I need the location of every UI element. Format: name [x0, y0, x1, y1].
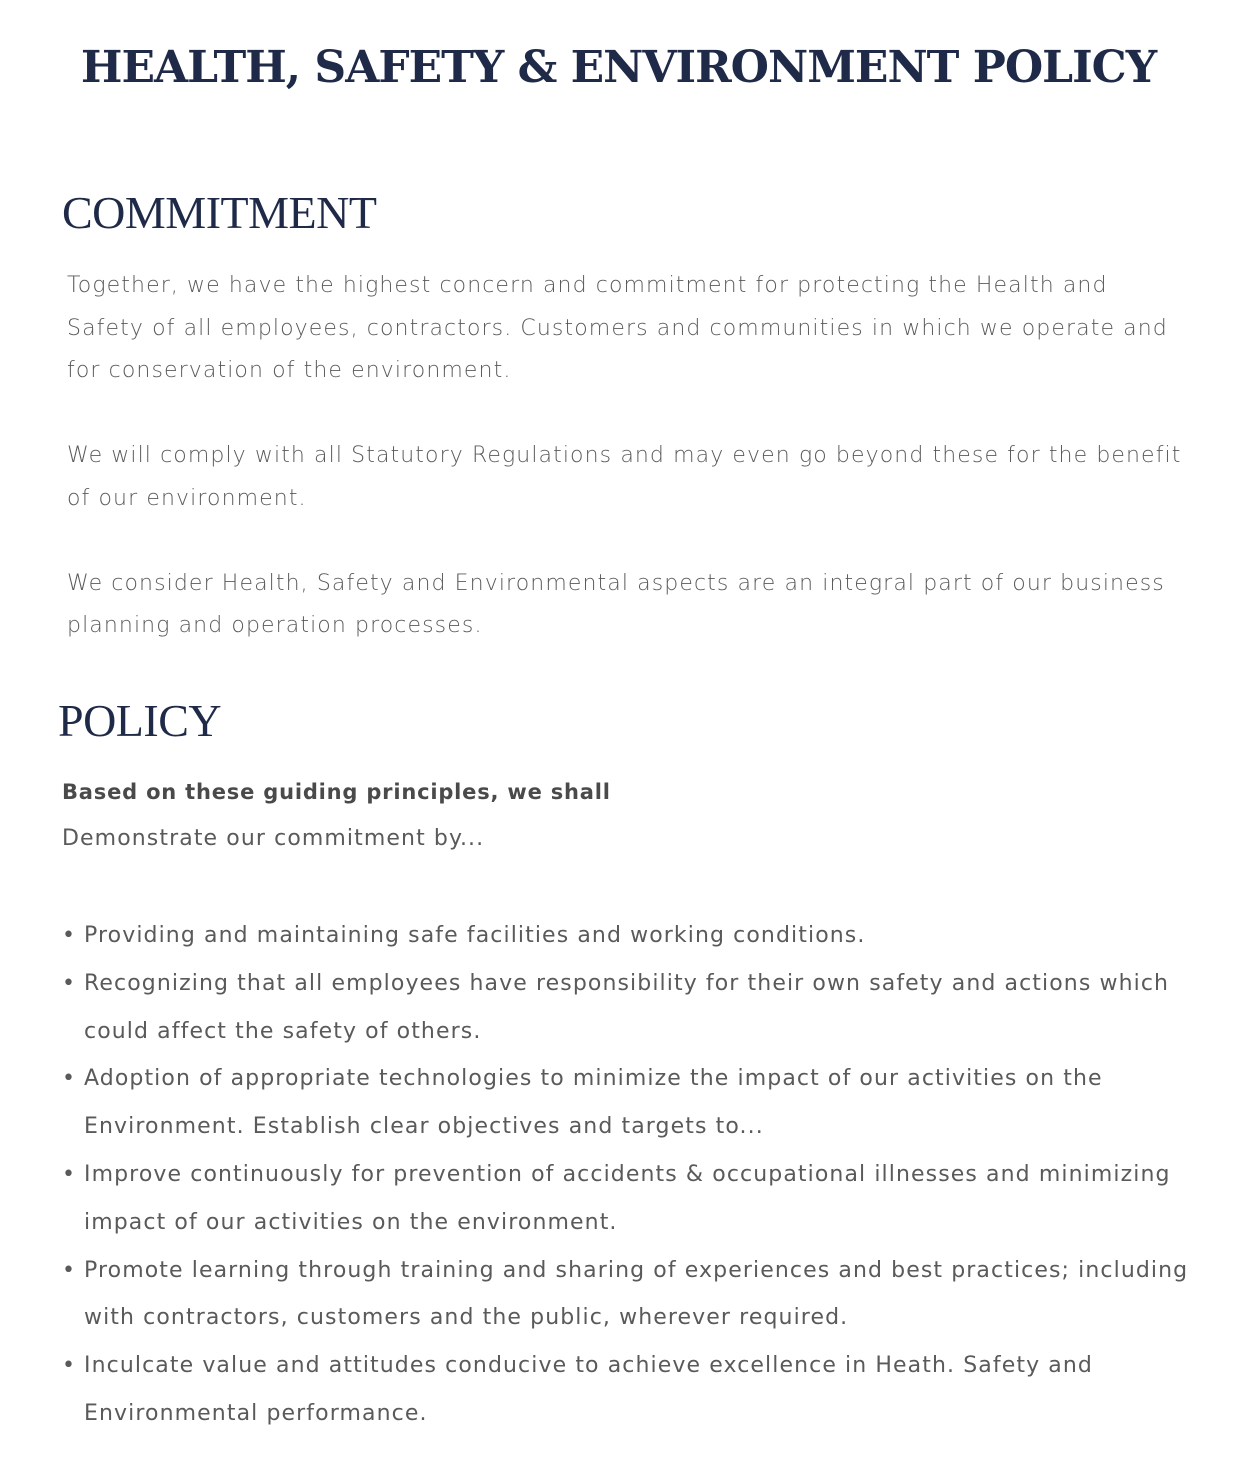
list-item	[62, 1342, 1222, 1438]
list-item	[62, 912, 1222, 960]
bullet-icon: •	[62, 1066, 77, 1092]
bullet-icon: •	[62, 1257, 77, 1283]
policy-heading: POLICY	[58, 695, 222, 746]
list-item	[62, 1151, 1222, 1247]
bullet-icon: •	[62, 970, 77, 996]
list-item-text: Improve continuously for prevention of accidents & occupational illnesses and minimizing impact of our activities on the environment.	[84, 1161, 1171, 1235]
policy-list	[62, 912, 1222, 1438]
bullet-icon: •	[62, 923, 77, 948]
list-item-text: Inculcate value and attitudes conducive to achieve excellence in Heath. Safety and Environmental performance.	[84, 1353, 1093, 1426]
list-item-text: Providing and maintaining safe facilities and working conditions.	[84, 923, 866, 948]
commitment-heading: COMMITMENT	[62, 187, 377, 238]
list-item	[62, 960, 1222, 1056]
list-item-text: Adoption of appropriate technologies to minimize the impact of our activities on the Environment. Establish clear objectives and targets to...	[84, 1066, 1103, 1140]
policy-intro: Based on these guiding principles, we shall	[62, 780, 611, 804]
page-title: HEALTH, SAFETY & ENVIRONMENT POLICY	[80, 42, 1157, 93]
commitment-paragraph: We will comply with all Statutory Regulations and may even go beyond these for the benefit of our environment.	[67, 443, 1182, 511]
bullet-icon: •	[62, 1161, 77, 1187]
list-item-text: Promote learning through training and sharing of experiences and best practices; including with contractors, customers and the public, wherever required.	[84, 1257, 1189, 1331]
list-item-text: Recognizing that all employees have responsibility for their own safety and actions which could affect the safety of others.	[84, 970, 1170, 1044]
list-item	[62, 1247, 1222, 1343]
commitment-body	[67, 265, 1187, 648]
list-item	[62, 1055, 1222, 1151]
policy-lead: Demonstrate our commitment by...	[62, 826, 485, 851]
commitment-paragraph: Together, we have the highest concern and commitment for protecting the Health and Safety of all employees, contractors. Customers and communities in which we operate and for conservation of the environment.	[67, 273, 1168, 383]
bullet-icon: •	[62, 1353, 77, 1379]
commitment-paragraph: We consider Health, Safety and Environmental aspects are an integral part of our business planning and operation processes.	[67, 570, 1165, 638]
